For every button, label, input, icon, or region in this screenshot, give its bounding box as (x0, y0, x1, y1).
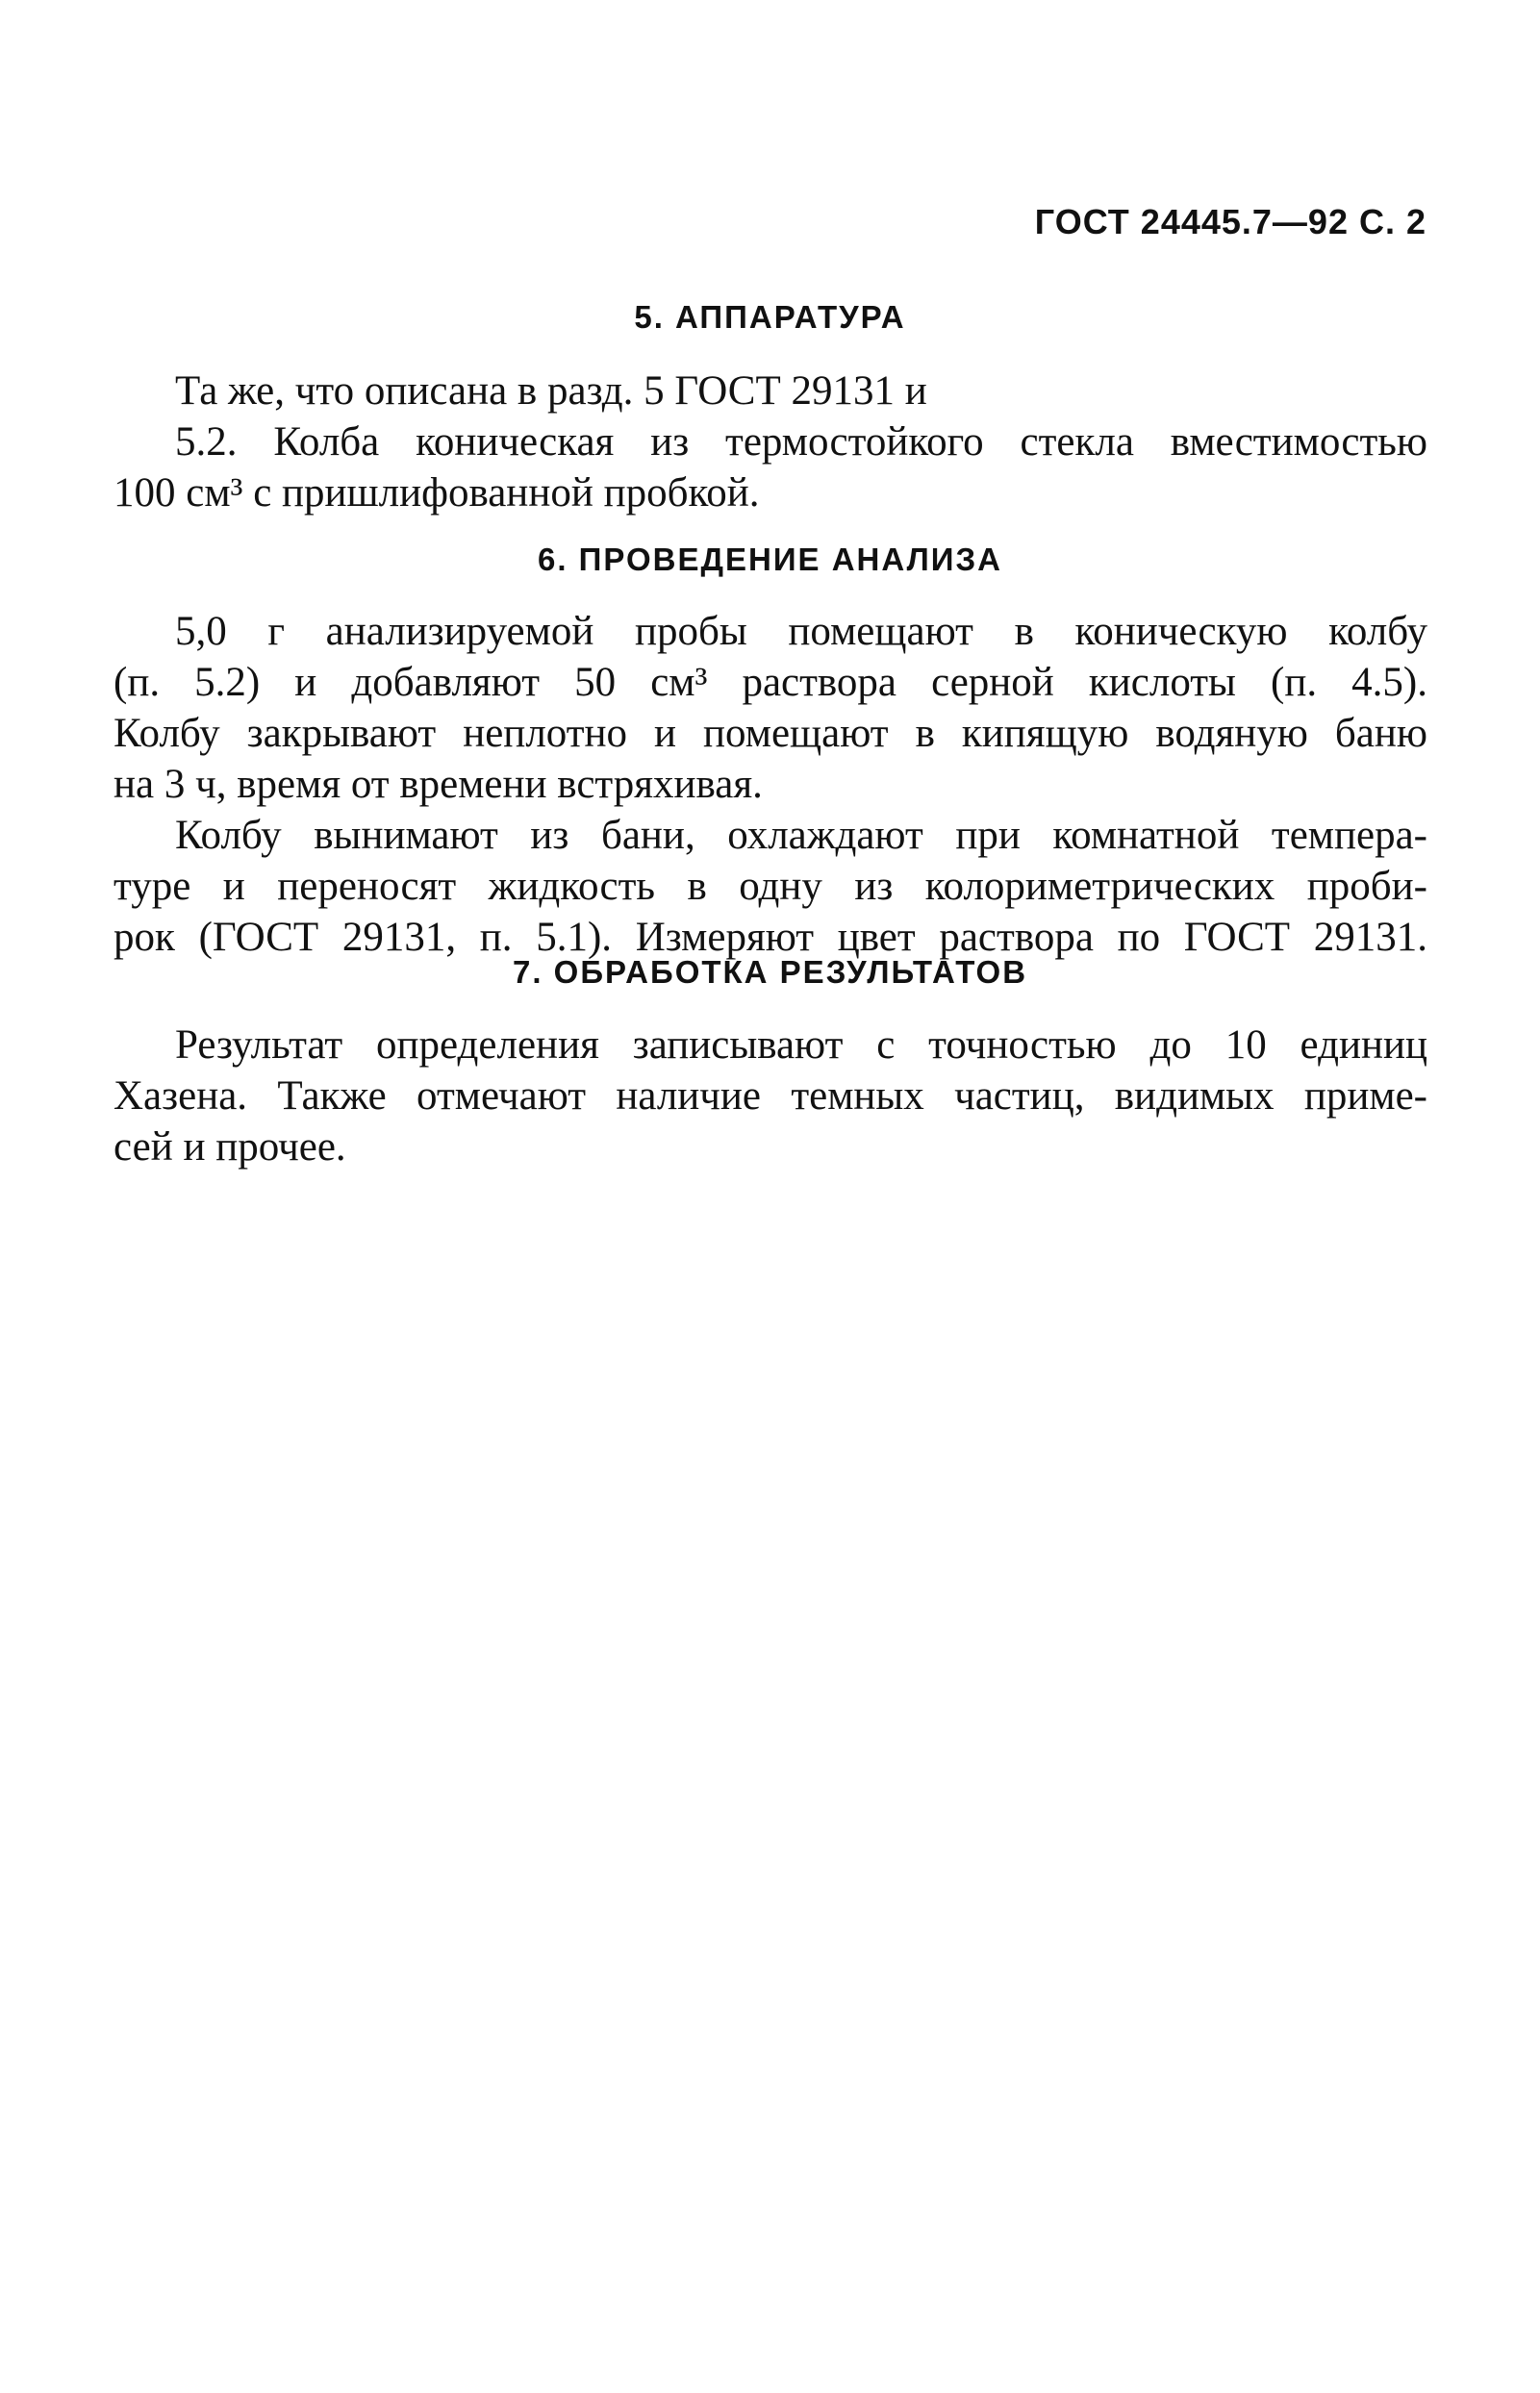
section-5-title: 5. АППАРАТУРА (634, 299, 906, 335)
section-5-body (114, 365, 1427, 518)
section-6-title: 6. ПРОВЕДЕНИЕ АНАЛИЗА (537, 542, 1003, 577)
paragraph-line: Колбу вынимают из бани, охлаждают при комнатной темпера- (175, 813, 1427, 858)
paragraph-line: 5.2. Колба коническая из термостойкого стекла вместимостью (175, 419, 1427, 465)
paragraph-line: сей и прочее. (114, 1124, 346, 1170)
paragraph-line: 5,0 г анализируемой пробы помещают в коническую колбу (175, 609, 1427, 654)
paragraph-line: на 3 ч, время от времени встряхивая. (114, 762, 763, 807)
paragraph-line: Колбу закрывают неплотно и помещают в кипящую водяную баню (114, 711, 1427, 756)
paragraph-line: (п. 5.2) и добавляют 50 см³ раствора серной кислоты (п. 4.5). (114, 660, 1427, 705)
section-7-body (114, 1020, 1427, 1172)
paragraph-line: туре и переносят жидкость в одну из колориметрических проби- (114, 864, 1427, 909)
section-6-body (114, 606, 1427, 963)
section-7-title: 7. ОБРАБОТКА РЕЗУЛЬТАТОВ (512, 954, 1028, 990)
paragraph-line: Хазена. Также отмечают наличие темных частиц, видимых приме- (114, 1073, 1427, 1119)
page-header-doc-ref: ГОСТ 24445.7—92 С. 2 (1034, 202, 1426, 241)
paragraph-line: рок (ГОСТ 29131, п. 5.1). Измеряют цвет раствора по ГОСТ 29131. (114, 915, 1427, 960)
paragraph-line: Результат определения записывают с точностью до 10 единиц (175, 1022, 1427, 1068)
paragraph-line: Та же, что описана в разд. 5 ГОСТ 29131 и (175, 368, 927, 414)
paragraph-line: 100 см³ с пришлифованной пробкой. (114, 470, 760, 516)
